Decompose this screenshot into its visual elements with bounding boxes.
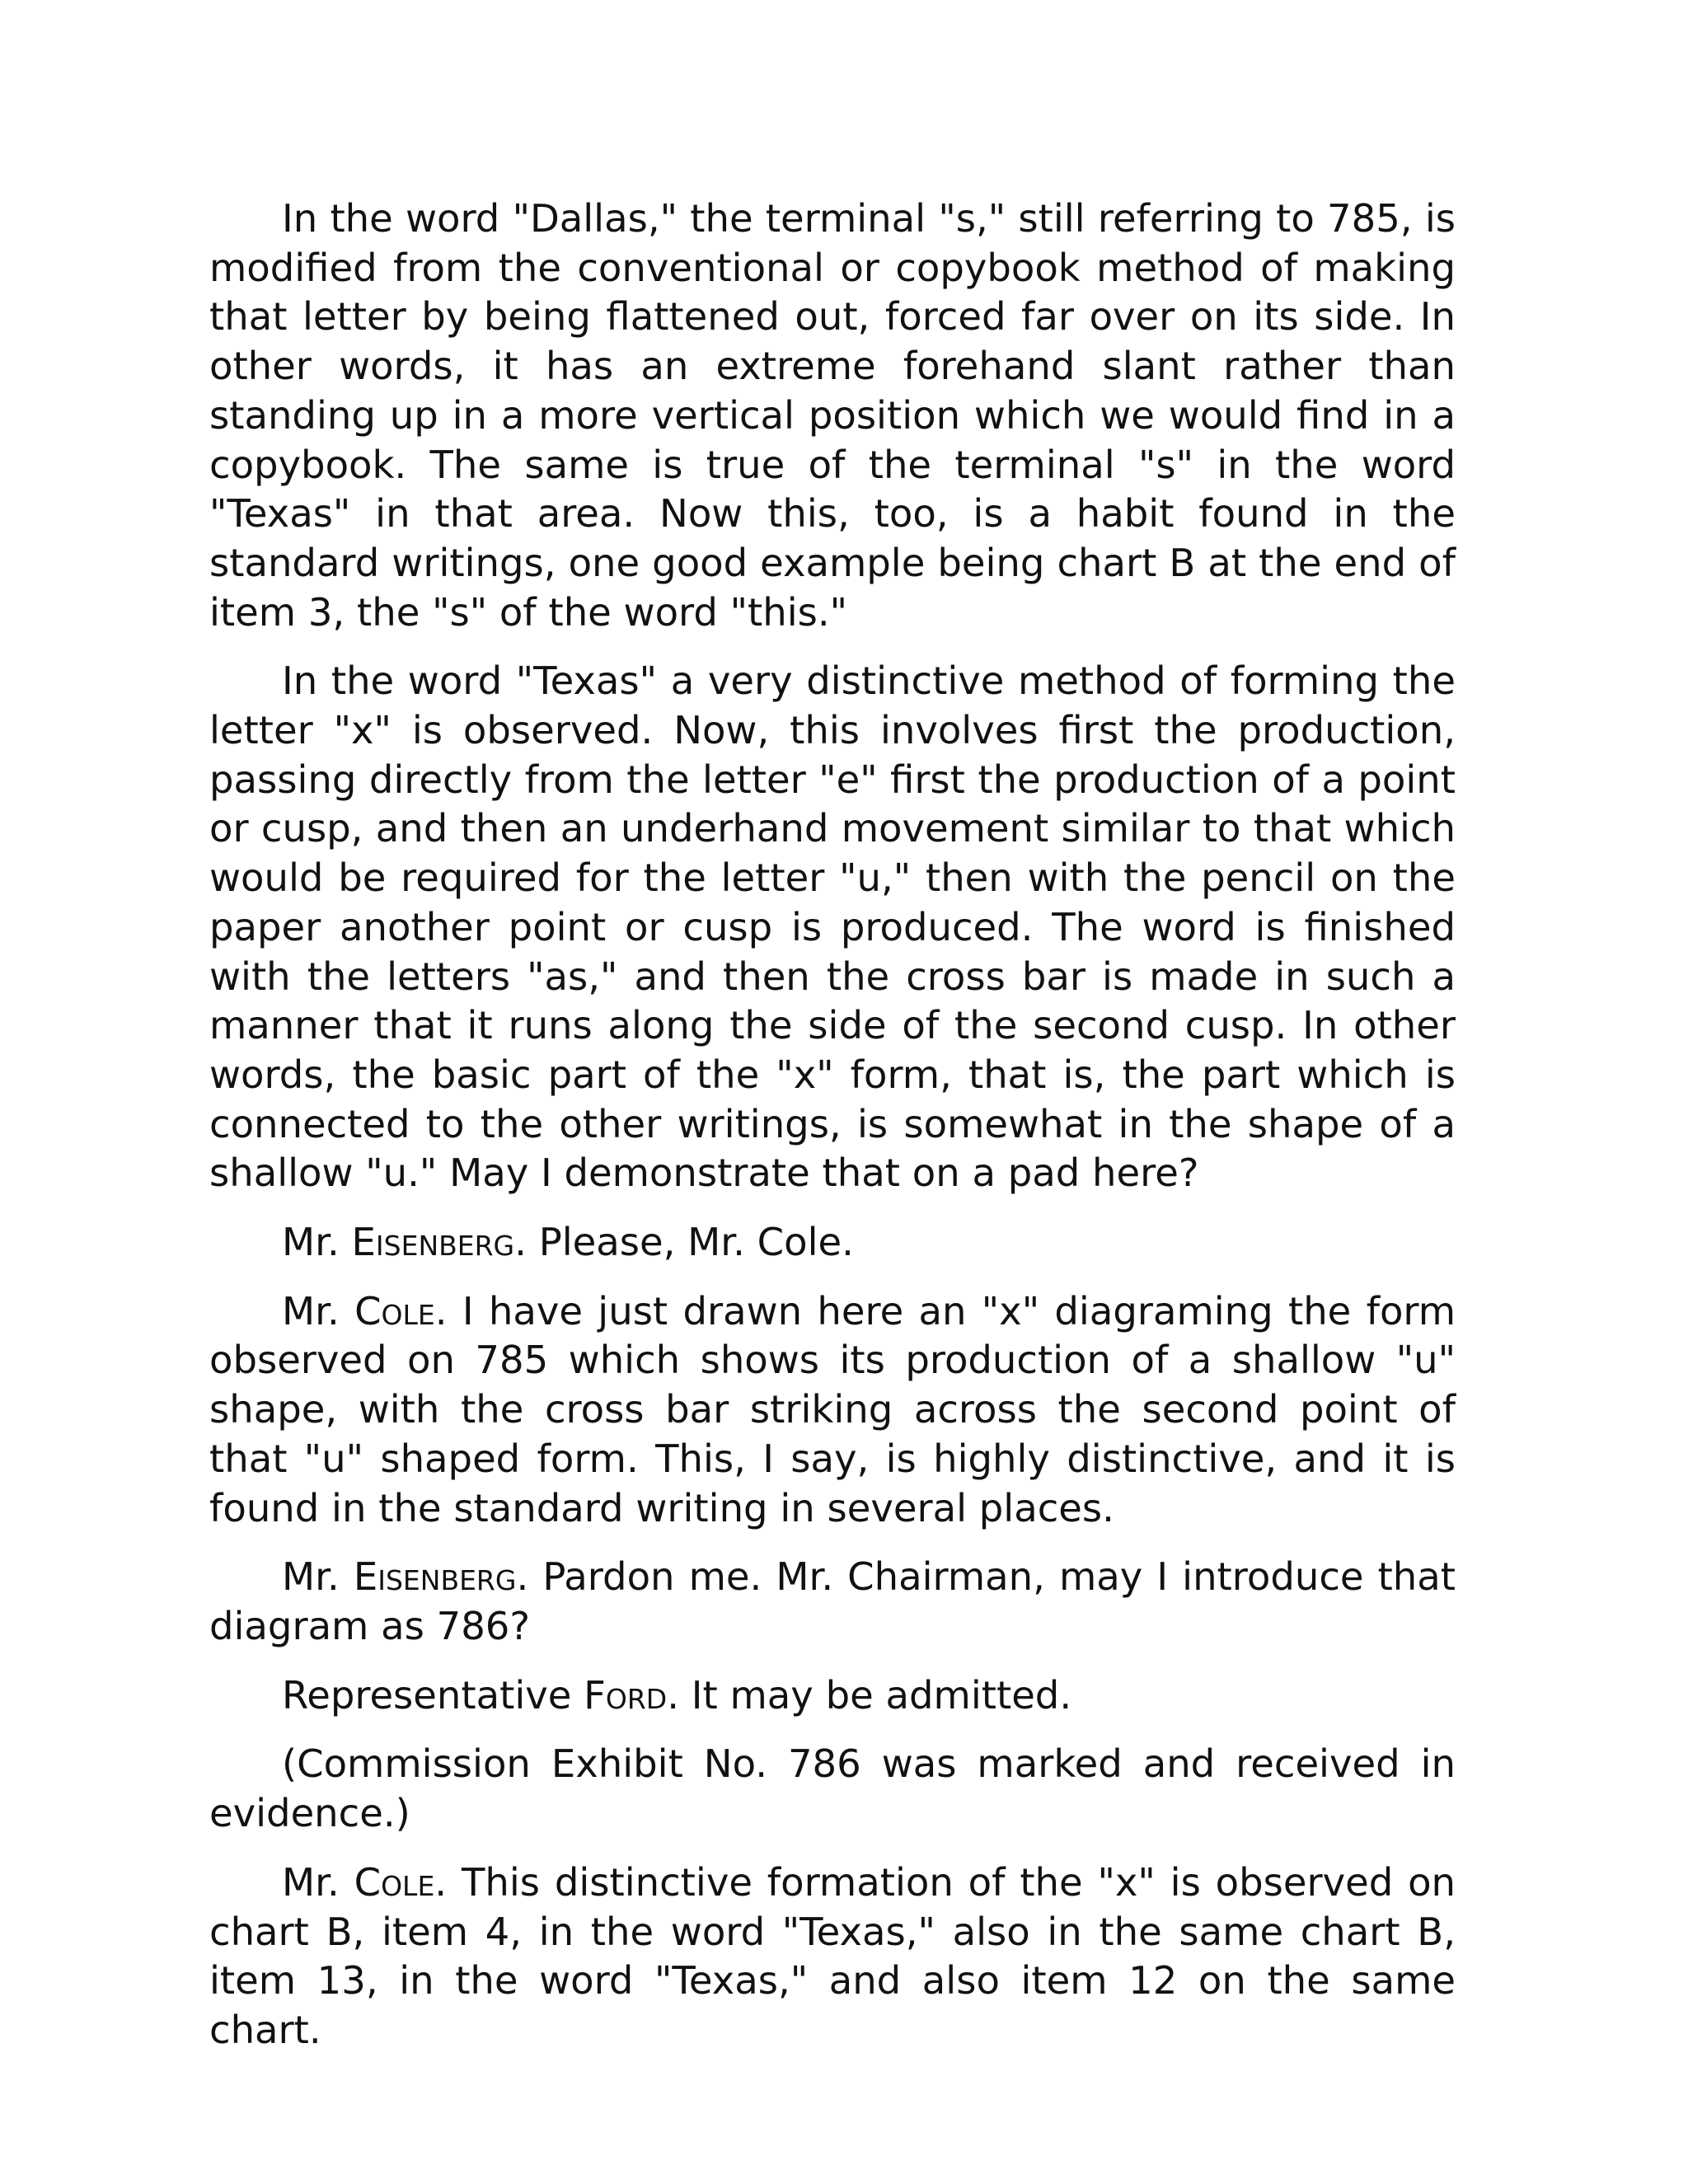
testimony-text: It may be admitted.: [691, 1672, 1072, 1718]
testimony-cole-diagram: Mr. Cole. I have just drawn here an "x" diagraming the form observed on 785 which shows its production of a shallow "u" shape, with the cross bar striking across the second point of that "u" shaped form. This, I say, is highly distinctive, and it is found in the standard writing in several places.: [209, 1288, 1456, 1530]
speaker-name: Cole: [354, 1859, 435, 1905]
testimony-ford-admitted: Representative Ford. It may be admitted.: [282, 1672, 1072, 1718]
speaker-title: Mr.: [282, 1288, 340, 1333]
document-page: [209, 194, 1456, 2075]
testimony-text: Pardon me. Mr. Chairman, may I introduce that diagram as 786?: [209, 1554, 1456, 1648]
paragraph-text: In the word "Dallas," the terminal "s," still referring to 785, is modified from the conventional or copybook method of making that letter by being flattened out, forced far over on its side. In other words, it has an extreme forehand slant rather than standing up in a more vertical position which we would find in a copybook. The same is true of the terminal "s" in the word "Texas" in that area. Now this, too, is a habit found in the standard writings, one good example being chart B at the end of item 3, the "s" of the word "this.": [209, 196, 1456, 635]
testimony-eisenberg-please: Mr. Eisenberg. Please, Mr. Cole.: [282, 1220, 854, 1265]
testimony-cole-chart-b: Mr. Cole. This distinctive formation of the "x" is observed on chart B, item 4, in the word "Texas," also in the same chart B, item 13, in the word "Texas," and also item 12 on the same chart.: [209, 1859, 1456, 2052]
exhibit-note: [209, 1740, 1456, 1838]
speaker-name: Cole: [354, 1288, 435, 1333]
testimony-eisenberg-introduce: Mr. Eisenberg. Pardon me. Mr. Chairman, may I introduce that diagram as 786?: [209, 1554, 1456, 1648]
speaker-name: Ford: [584, 1672, 668, 1718]
speaker-name: Eisenberg: [351, 1220, 515, 1265]
speaker-title: Representative: [282, 1672, 572, 1718]
testimony-text: I have just drawn here an "x" diagraming the form observed on 785 which shows its production of a shallow "u" shape, with the cross bar striking across the second point of that "u" shaped form. This, I say, is highly distinctive, and it is found in the standard writing in several places.: [209, 1288, 1456, 1530]
testimony-text: This distinctive formation of the "x" is observed on chart B, item 4, in the word "Texas," also in the same chart B, item 13, in the word "Texas," and also item 12 on the same chart.: [209, 1859, 1456, 2052]
speaker-title: Mr.: [282, 1554, 340, 1600]
speaker-title: Mr.: [282, 1859, 340, 1905]
paragraph-text: In the word "Texas" a very distinctive method of forming the letter "x" is observed. Now, this involves first the production, passing directly from the letter "e" first the production of a point or cusp, and then an underhand movement similar to that which would be required for the letter "u," then with the pencil on the paper another point or cusp is produced. The word is finished with the letters "as," and then the cross bar is made in such a manner that it runs along the side of the second cusp. In other words, the basic part of the "x" form, that is, the part which is connected to the other writings, is somewhat in the shape of a shallow "u." May I demonstrate that on a pad here?: [209, 658, 1456, 1196]
testimony-text: Please, Mr. Cole.: [538, 1220, 854, 1265]
paragraph-text: (Commission Exhibit No. 786 was marked and received in evidence.): [209, 1741, 1456, 1836]
speaker-title: Mr.: [282, 1220, 340, 1265]
speaker-name: Eisenberg: [353, 1554, 517, 1600]
paragraph-dallas-terminal-s: [209, 194, 1456, 637]
paragraph-texas-letter-x: [209, 657, 1456, 1198]
